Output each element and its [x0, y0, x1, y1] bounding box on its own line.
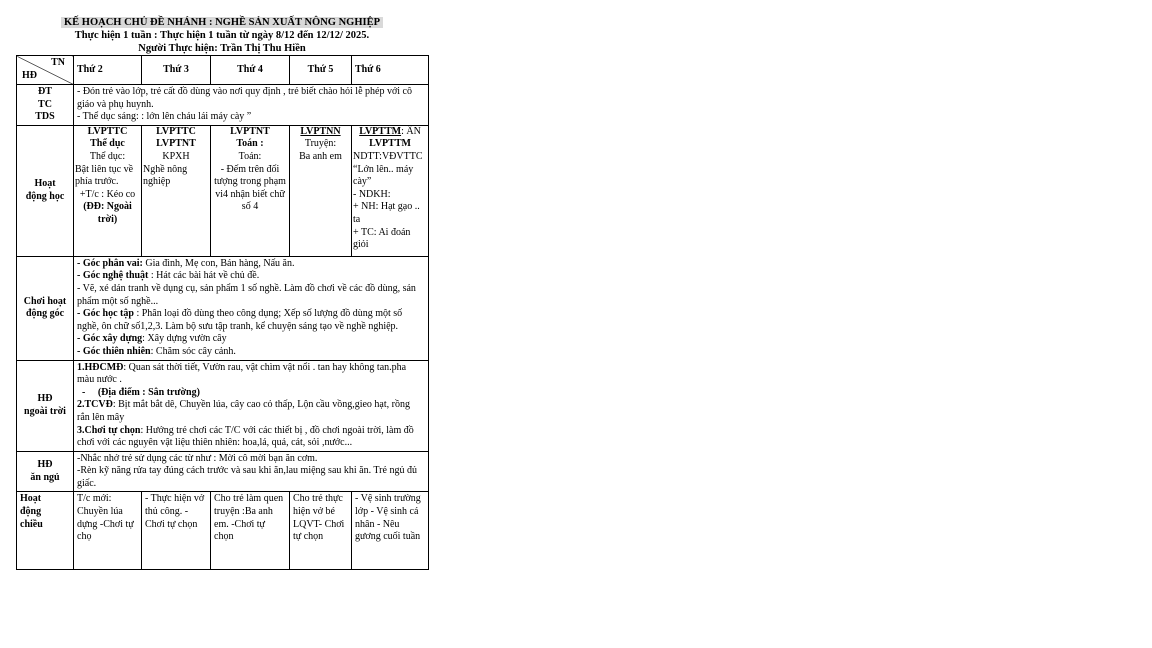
row-ngoai-troi [17, 360, 429, 451]
an-ngu-content: -Nhắc nhở trẻ sử dụng các từ như : Mời cô mời bạn ăn cơm. -Rèn kỹ năng rửa tay đúng cách trước và sau khi ăn,lau miệng sau khi ăn. Trẻ ngủ đủ giấc. [74, 451, 429, 492]
corner-bottom-label: HĐ [22, 70, 37, 82]
hoc-thu: LVPTNN Truyện: Ba anh em [290, 125, 352, 256]
row-label-hoat-dong-chieu: Hoạt động chiều [17, 492, 74, 570]
corner-top-label: TN [51, 57, 65, 68]
hoc-tue: LVPTTC LVPTNT KPXH Nghề nông nghiệp [142, 125, 211, 256]
page-title: KẾ HOẠCH CHỦ ĐỀ NHÁNH : NGHỀ SẢN XUẤT NÔNG NGHIỆP [16, 16, 428, 29]
chieu-fri: - Vệ sinh trường lớp - Vệ sinh cá nhân - Nêu gương cuối tuần [352, 492, 429, 570]
hoc-fri: LVPTTM: ÂN LVPTTM NDTT:VĐVTTC “Lớn lên.. máy cày” - NDKH: + NH: Hạt gạo .. ta + TC: Ai đoán giỏi [352, 125, 429, 256]
hoc-mon: LVPTTC Thể dục Thể dục: Bật liên tục về phía trước. +T/c : Kéo co (ĐĐ: Ngoài trời) [74, 125, 142, 256]
row-label-choi-goc: Chơi hoạt động góc [17, 256, 74, 360]
header-row [17, 56, 429, 85]
page-subtitle: Thực hiện 1 tuần : Thực hiện 1 tuần từ ngày 8/12 đến 12/12/ 2025. [74, 30, 370, 41]
row-an-ngu [17, 451, 429, 492]
weekly-plan-table [16, 55, 429, 570]
day-header-mon: Thứ 2 [74, 56, 142, 85]
row-choi-goc [17, 256, 429, 360]
day-header-fri: Thứ 6 [352, 56, 429, 85]
corner-cell [17, 56, 74, 85]
row-label-don-tre: ĐT TC TDS [17, 85, 74, 126]
chieu-wed: Cho trẻ làm quen truyện :Ba anh em. -Chơi tự chọn [211, 492, 290, 570]
day-header-wed: Thứ 4 [211, 56, 290, 85]
choi-goc-content: - Góc phân vai: Gia đình, Mẹ con, Bán hàng, Nấu ăn. - Góc nghệ thuật : Hát các bài hát về chủ đề. - Vẽ, xé dán tranh về dụng cụ, sản phẩm 1 số nghề. Làm đồ chơi về các đồ dùng, sản phẩm một số nghề... - Góc học tập : Phân loại đồ dùng theo công dụng; Xếp số lượng đồ dùng một số nghề, ôn chữ số1,2,3. Làm bộ sưu tập tranh, kể chuyện sáng tạo về nghề nghiệp. - Góc xây dựng: Xây dựng vườn cây - Góc thiên nhiên: Chăm sóc cây cảnh. [74, 256, 429, 360]
row-label-hoat-dong-hoc: Hoạt động học [17, 125, 74, 256]
row-label-ngoai-troi: HĐ ngoài trời [17, 360, 74, 451]
chieu-thu: Cho trẻ thực hiện vở bé LQVT- Chơi tự chọn [290, 492, 352, 570]
chieu-mon: T/c mới: Chuyền lúa dựng -Chơi tự chọ [74, 492, 142, 570]
day-header-thu: Thứ 5 [290, 56, 352, 85]
ngoai-troi-content: 1.HĐCMĐ: Quan sát thời tiết, Vườn rau, vật chìm vật nổi . tan hay không tan.pha màu nước . - (Địa điểm : Sân trường) 2.TCVĐ: Bịt mắt bắt dê, Chuyền lúa, cây cao cỏ thấp, Lộn cầu vồng,gieo hạt, rồng rắn lên mây 3.Chơi tự chọn: Hướng trẻ chơi các T/C với các thiết bị , đồ chơi ngoài trời, làm đồ chơi với các nguyên vật liệu thiên nhiên: hoa,lá, quả, cát, sỏi ,nước... [74, 360, 429, 451]
author-line: Người Thực hiện: Trần Thị Thu Hiền [138, 43, 306, 54]
row-don-tre [17, 85, 429, 126]
don-tre-content: - Đón trẻ vào lớp, trẻ cất đồ dùng vào nơi quy định , trẻ biết chào hỏi lễ phép với cô giáo và phụ huynh. - Thể dục sáng: : lớn lên cháu lái máy cày ” [74, 85, 429, 126]
day-header-tue: Thứ 3 [142, 56, 211, 85]
hoc-wed: LVPTNT Toán : Toán: - Đếm trên đối tượng trong phạm vi4 nhận biết chữ số 4 [211, 125, 290, 256]
row-hoat-dong-chieu [17, 492, 429, 570]
row-hoat-dong-hoc [17, 125, 429, 256]
chieu-tue: - Thực hiện vở thủ công. -Chơi tự chọn [142, 492, 211, 570]
row-label-an-ngu: HĐ ăn ngủ [17, 451, 74, 492]
